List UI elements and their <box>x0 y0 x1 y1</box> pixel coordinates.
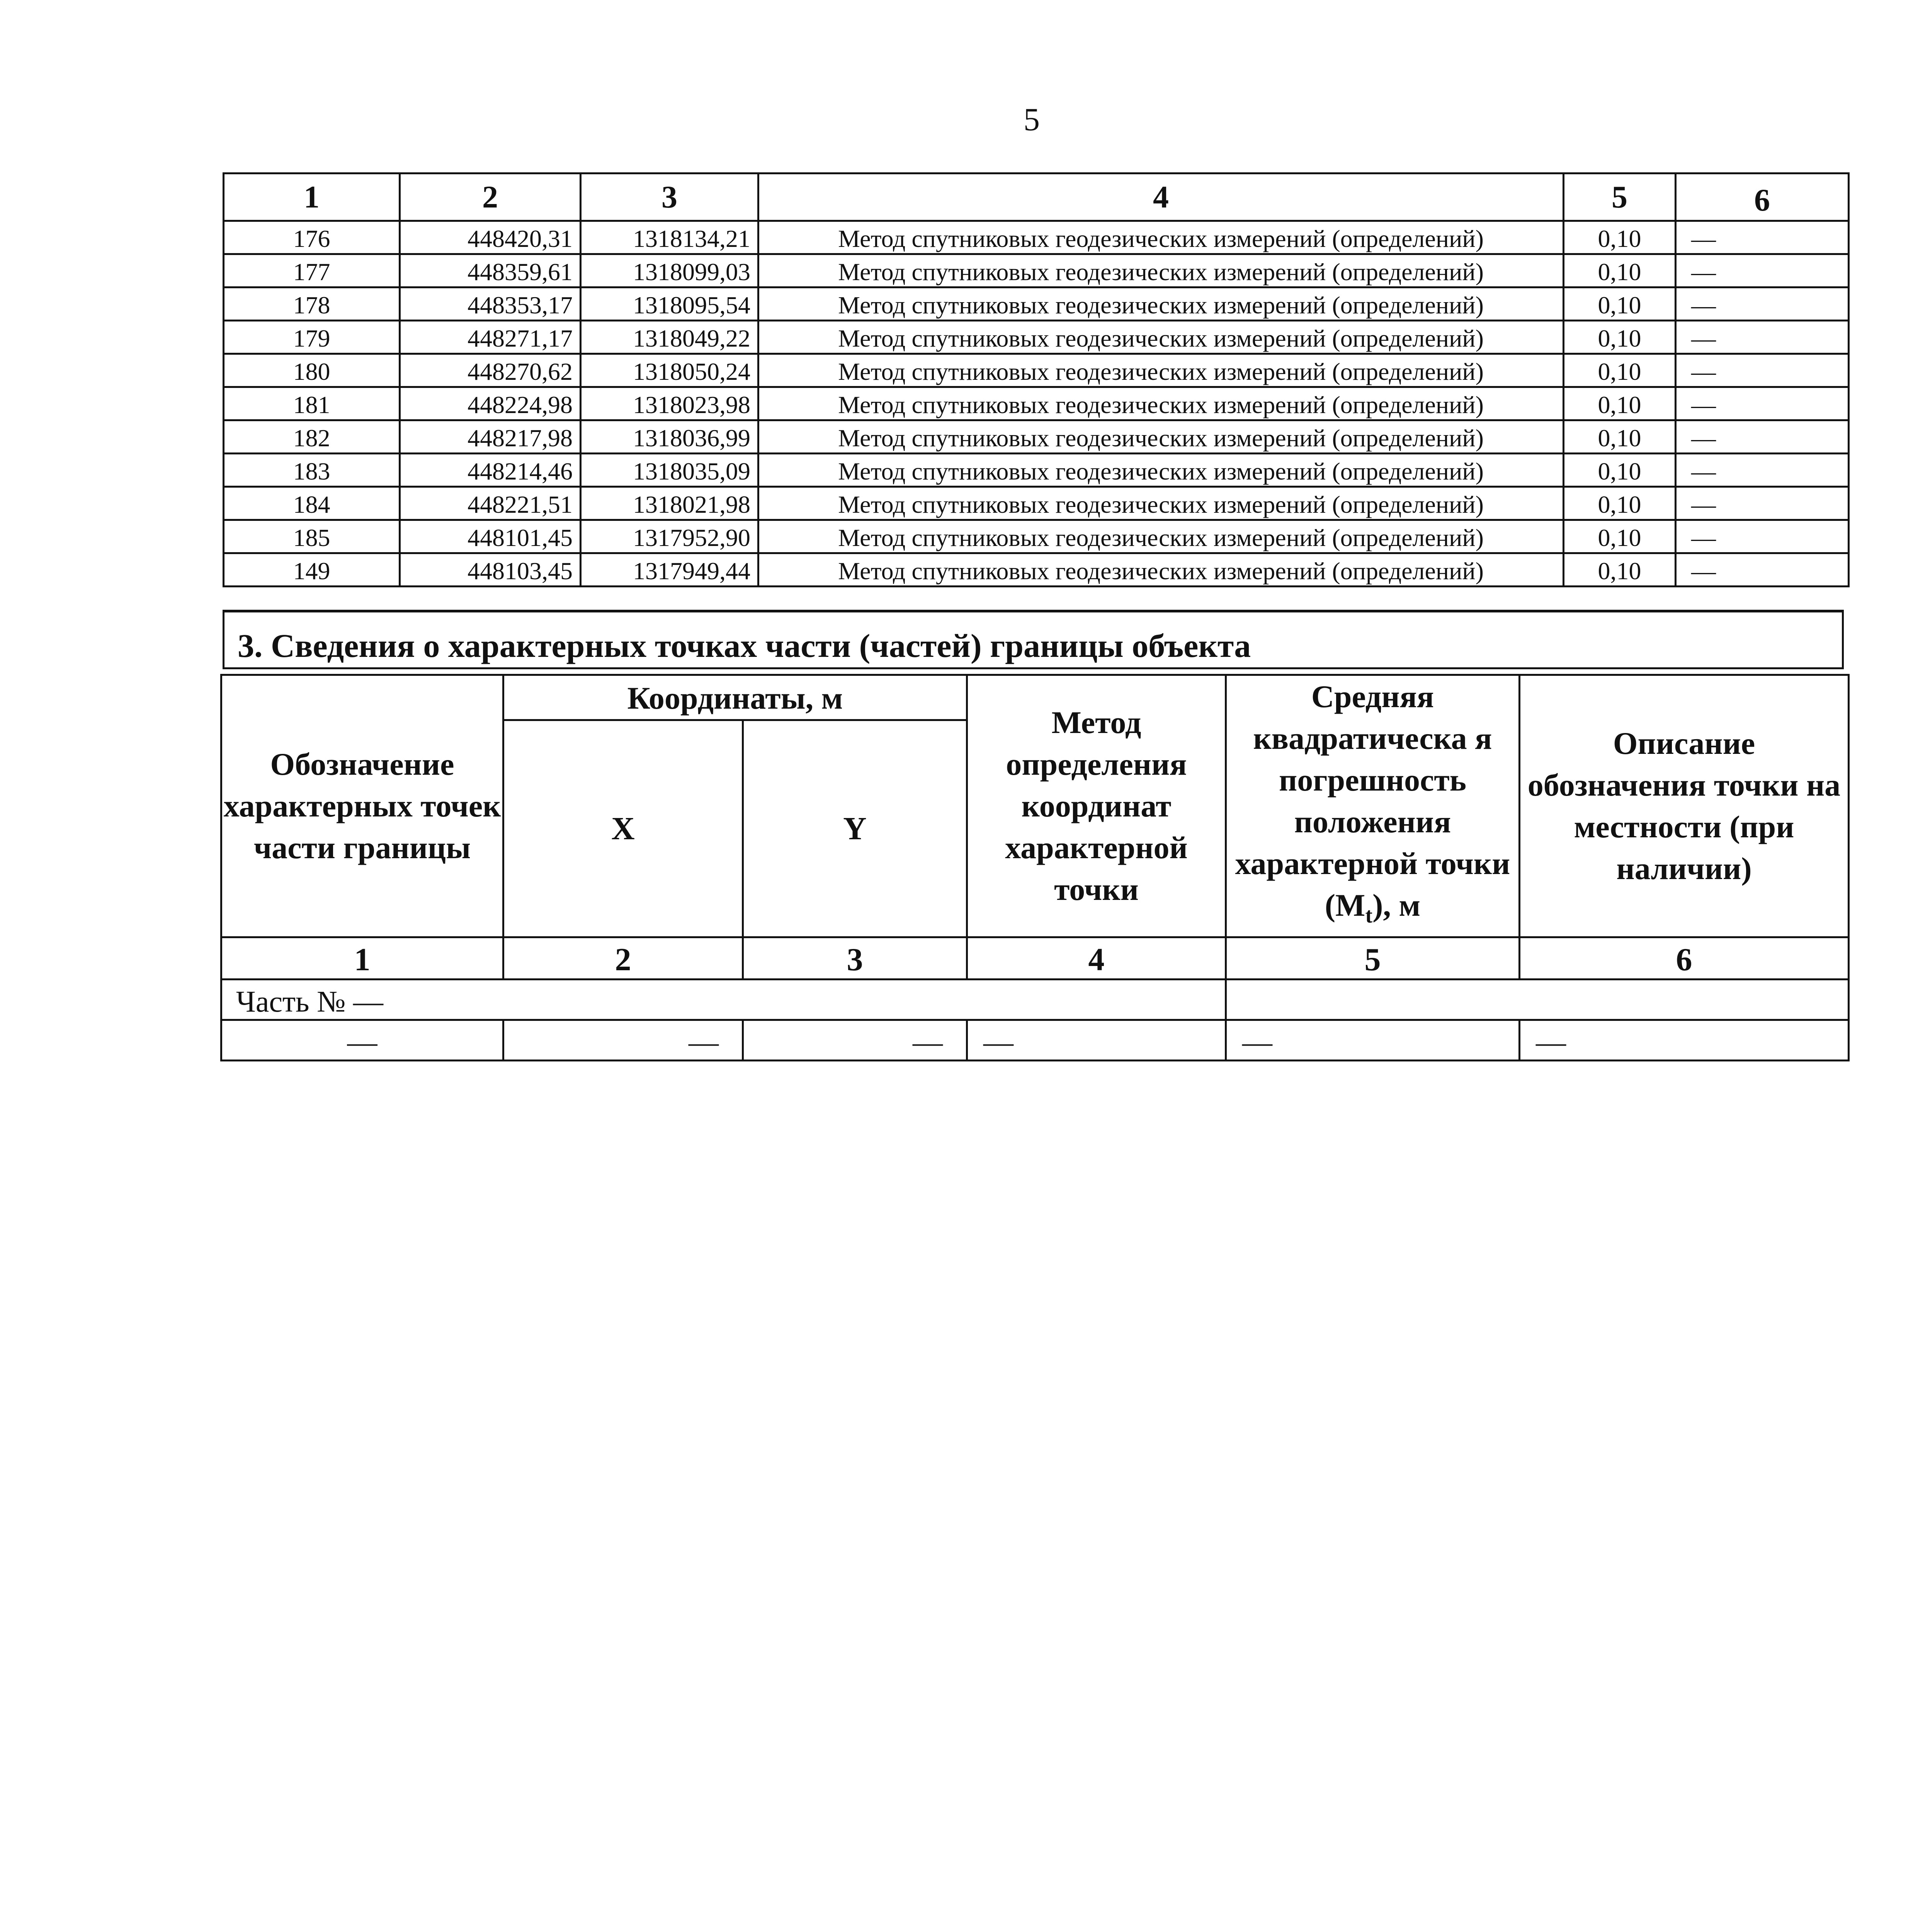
x-coordinate: 448103,45 <box>400 553 581 587</box>
y-coordinate: 1317952,90 <box>581 520 758 553</box>
determination-method: Метод спутниковых геодезических измерений (определений) <box>758 553 1564 587</box>
point-number: 178 <box>224 287 400 321</box>
y-coordinate: 1318021,98 <box>581 487 758 520</box>
point-number: 183 <box>224 454 400 487</box>
determination-method: Метод спутниковых геодезических измерений (определений) <box>758 387 1564 420</box>
column-number: 3 <box>581 173 758 221</box>
part-empty-cell <box>1226 980 1849 1020</box>
point-number: 184 <box>224 487 400 520</box>
point-number: 179 <box>224 321 400 354</box>
point-number: 180 <box>224 354 400 387</box>
column-number: 1 <box>224 173 400 221</box>
point-number: 185 <box>224 520 400 553</box>
table-row <box>224 354 1849 387</box>
table-row <box>224 487 1849 520</box>
empty-cell: — <box>503 1020 743 1061</box>
part-row <box>221 980 1849 1020</box>
x-coordinate: 448271,17 <box>400 321 581 354</box>
point-description: — <box>1676 354 1849 387</box>
header-error-subscript: t <box>1365 903 1373 928</box>
x-coordinate: 448420,31 <box>400 221 581 254</box>
point-number: 176 <box>224 221 400 254</box>
x-coordinate: 448353,17 <box>400 287 581 321</box>
point-number: 182 <box>224 420 400 454</box>
determination-method: Метод спутниковых геодезических измерений (определений) <box>758 520 1564 553</box>
x-coordinate: 448224,98 <box>400 387 581 420</box>
mean-square-error: 0,10 <box>1564 520 1676 553</box>
column-number: 4 <box>758 173 1564 221</box>
x-coordinate: 448217,98 <box>400 420 581 454</box>
y-coordinate: 1318036,99 <box>581 420 758 454</box>
mean-square-error: 0,10 <box>1564 420 1676 454</box>
empty-point-row <box>221 1020 1849 1061</box>
boundary-points-table <box>223 172 1850 587</box>
point-number: 177 <box>224 254 400 287</box>
point-description: — <box>1676 454 1849 487</box>
point-description: — <box>1676 321 1849 354</box>
header-error-unit: ), м <box>1372 888 1421 923</box>
x-coordinate: 448101,45 <box>400 520 581 553</box>
table-row <box>224 520 1849 553</box>
empty-cell: — <box>221 1020 503 1061</box>
x-coordinate: 448359,61 <box>400 254 581 287</box>
table-row <box>224 454 1849 487</box>
header-error-text: Средняя квадратическа я погрешность положения характерной точки (M <box>1235 679 1510 923</box>
point-description: — <box>1676 254 1849 287</box>
table-row <box>224 221 1849 254</box>
determination-method: Метод спутниковых геодезических измерений (определений) <box>758 254 1564 287</box>
mean-square-error: 0,10 <box>1564 287 1676 321</box>
y-coordinate: 1317949,44 <box>581 553 758 587</box>
header-y: Y <box>743 720 967 937</box>
determination-method: Метод спутниковых геодезических измерений (определений) <box>758 454 1564 487</box>
table-row <box>224 287 1849 321</box>
x-coordinate: 448270,62 <box>400 354 581 387</box>
table-row <box>224 254 1849 287</box>
point-description: — <box>1676 520 1849 553</box>
column-number-row <box>221 937 1849 980</box>
point-description: — <box>1676 487 1849 520</box>
y-coordinate: 1318023,98 <box>581 387 758 420</box>
column-number: 1 <box>221 937 503 980</box>
mean-square-error: 0,10 <box>1564 254 1676 287</box>
column-number: 4 <box>967 937 1226 980</box>
determination-method: Метод спутниковых геодезических измерений (определений) <box>758 354 1564 387</box>
header-method: Метод определения координат характерной точки <box>967 675 1226 937</box>
point-description: — <box>1676 420 1849 454</box>
table-row <box>224 553 1849 587</box>
point-description: — <box>1676 387 1849 420</box>
determination-method: Метод спутниковых геодезических измерений (определений) <box>758 287 1564 321</box>
column-number: 3 <box>743 937 967 980</box>
column-number: 2 <box>503 937 743 980</box>
column-number: 5 <box>1226 937 1520 980</box>
point-description: — <box>1676 287 1849 321</box>
y-coordinate: 1318035,09 <box>581 454 758 487</box>
y-coordinate: 1318050,24 <box>581 354 758 387</box>
header-designation: Обозначение характерных точек части границы <box>221 675 503 937</box>
determination-method: Метод спутниковых геодезических измерений (определений) <box>758 321 1564 354</box>
column-number: 6 <box>1520 937 1849 980</box>
header-mean-square-error <box>1226 675 1520 937</box>
point-number: 181 <box>224 387 400 420</box>
header-coordinates: Координаты, м <box>503 675 967 720</box>
column-number-row <box>224 173 1849 221</box>
header-description: Описание обозначения точки на местности (при наличии) <box>1520 675 1849 937</box>
mean-square-error: 0,10 <box>1564 387 1676 420</box>
y-coordinate: 1318049,22 <box>581 321 758 354</box>
mean-square-error: 0,10 <box>1564 553 1676 587</box>
point-description: — <box>1676 221 1849 254</box>
mean-square-error: 0,10 <box>1564 487 1676 520</box>
mean-square-error: 0,10 <box>1564 321 1676 354</box>
mean-square-error: 0,10 <box>1564 354 1676 387</box>
determination-method: Метод спутниковых геодезических измерений (определений) <box>758 487 1564 520</box>
column-number: 5 <box>1564 173 1676 221</box>
empty-cell: — <box>1520 1020 1849 1061</box>
y-coordinate: 1318095,54 <box>581 287 758 321</box>
page-number: 5 <box>1024 102 1040 138</box>
table-row <box>224 387 1849 420</box>
header-x: X <box>503 720 743 937</box>
column-number: 2 <box>400 173 581 221</box>
part-label: Часть № — <box>221 980 1226 1020</box>
determination-method: Метод спутниковых геодезических измерений (определений) <box>758 221 1564 254</box>
mean-square-error: 0,10 <box>1564 221 1676 254</box>
mean-square-error: 0,10 <box>1564 454 1676 487</box>
empty-cell: — <box>967 1020 1226 1061</box>
table-row <box>224 321 1849 354</box>
empty-cell: — <box>743 1020 967 1061</box>
x-coordinate: 448221,51 <box>400 487 581 520</box>
table-row <box>224 420 1849 454</box>
determination-method: Метод спутниковых геодезических измерений (определений) <box>758 420 1564 454</box>
column-number: 6 <box>1676 173 1849 221</box>
y-coordinate: 1318099,03 <box>581 254 758 287</box>
point-number: 149 <box>224 553 400 587</box>
x-coordinate: 448214,46 <box>400 454 581 487</box>
point-description: — <box>1676 553 1849 587</box>
y-coordinate: 1318134,21 <box>581 221 758 254</box>
part-boundary-points-table <box>220 674 1850 1061</box>
section-title: 3. Сведения о характерных точках части (частей) границы объекта <box>223 610 1844 669</box>
empty-cell: — <box>1226 1020 1520 1061</box>
